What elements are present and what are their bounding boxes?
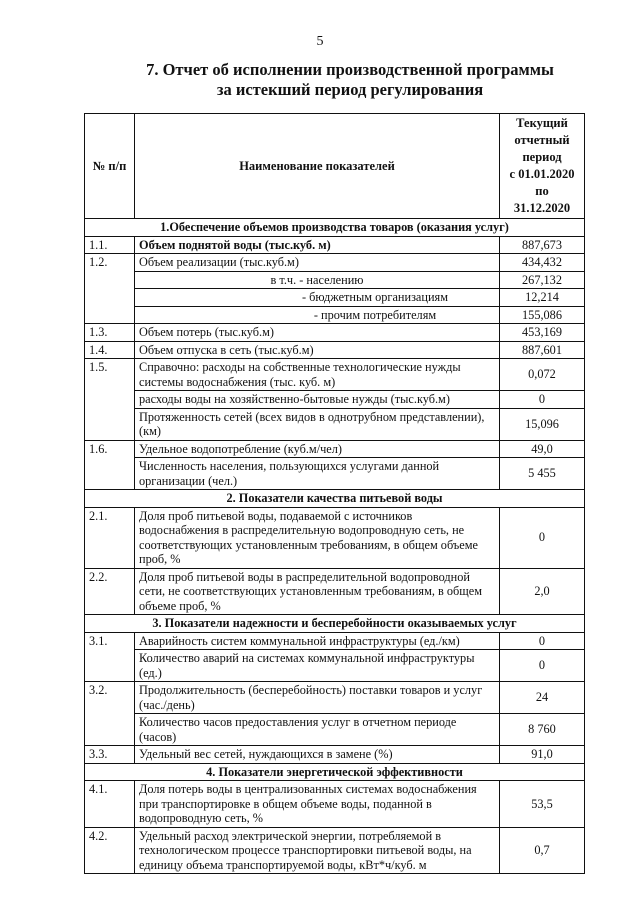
table-row xyxy=(85,271,585,289)
title-line-2: за истекший период регулирования xyxy=(216,80,484,99)
section-row xyxy=(85,615,585,633)
row-num: 2.1. xyxy=(85,507,135,568)
row-name: расходы воды на хозяйственно-бытовые нужды (тыс.куб.м) xyxy=(135,391,500,409)
row-value: 5 455 xyxy=(500,458,585,490)
row-value: 155,086 xyxy=(500,306,585,324)
row-value: 0 xyxy=(500,632,585,650)
row-value: 91,0 xyxy=(500,746,585,764)
header-period-l3: с 01.01.2020 по xyxy=(509,167,575,198)
row-value: 8 760 xyxy=(500,714,585,746)
row-num: 3.3. xyxy=(85,746,135,764)
section-row xyxy=(85,490,585,508)
page-title xyxy=(80,60,620,100)
row-value: 434,432 xyxy=(500,254,585,272)
header-period-l4: 31.12.2020 xyxy=(513,201,571,215)
row-name: - прочим потребителям xyxy=(135,306,500,324)
row-name: Удельный вес сетей, нуждающихся в замене (%) xyxy=(135,746,500,764)
row-value: 2,0 xyxy=(500,568,585,615)
table-row xyxy=(85,391,585,409)
table-row xyxy=(85,440,585,458)
header-num: № п/п xyxy=(85,114,135,219)
table-row xyxy=(85,306,585,324)
table-row xyxy=(85,650,585,682)
table-row xyxy=(85,507,585,568)
row-name: Аварийность систем коммунальной инфраструктуры (ед./км) xyxy=(135,632,500,650)
table-row xyxy=(85,341,585,359)
row-num: 1.5. xyxy=(85,359,135,441)
table-row xyxy=(85,781,585,828)
row-num: 4.1. xyxy=(85,781,135,828)
section-title: 3. Показатели надежности и бесперебойности оказываемых услуг xyxy=(85,615,585,633)
row-name: Объем потерь (тыс.куб.м) xyxy=(135,324,500,342)
section-title: 2. Показатели качества питьевой воды xyxy=(85,490,585,508)
row-value: 49,0 xyxy=(500,440,585,458)
table-row xyxy=(85,568,585,615)
row-value: 267,132 xyxy=(500,271,585,289)
row-value: 0 xyxy=(500,507,585,568)
report-table xyxy=(84,113,585,874)
row-name: Продолжительность (бесперебойность) поставки товаров и услуг (час./день) xyxy=(135,682,500,714)
row-num: 3.2. xyxy=(85,682,135,746)
table-row xyxy=(85,714,585,746)
table-row xyxy=(85,458,585,490)
table-row xyxy=(85,359,585,391)
row-name: Количество аварий на системах коммунальной инфраструктуры (ед.) xyxy=(135,650,500,682)
row-value: 15,096 xyxy=(500,408,585,440)
table-row xyxy=(85,408,585,440)
row-value: 887,673 xyxy=(500,236,585,254)
row-num: 4.2. xyxy=(85,827,135,874)
row-num: 1.6. xyxy=(85,440,135,490)
row-num: 1.4. xyxy=(85,341,135,359)
row-value: 453,169 xyxy=(500,324,585,342)
row-name: Доля потерь воды в централизованных системах водоснабжения при транспортировке в общем объеме воды, поданной в водопроводную сеть, % xyxy=(135,781,500,828)
header-name: Наименование показателей xyxy=(135,114,500,219)
row-value: 0 xyxy=(500,391,585,409)
row-value: 0,7 xyxy=(500,827,585,874)
row-value: 0,072 xyxy=(500,359,585,391)
row-value: 0 xyxy=(500,650,585,682)
row-value: 24 xyxy=(500,682,585,714)
row-name: Объем поднятой воды (тыс.куб. м) xyxy=(135,236,500,254)
row-value: 12,214 xyxy=(500,289,585,307)
row-num: 3.1. xyxy=(85,632,135,682)
row-name: Справочно: расходы на собственные технологические нужды системы водоснабжения (тыс. куб. м) xyxy=(135,359,500,391)
row-name: Объем отпуска в сеть (тыс.куб.м) xyxy=(135,341,500,359)
row-name: в т.ч. - населению xyxy=(135,271,500,289)
row-num: 2.2. xyxy=(85,568,135,615)
row-num: 1.3. xyxy=(85,324,135,342)
row-name: Количество часов предоставления услуг в отчетном периоде (часов) xyxy=(135,714,500,746)
table-row xyxy=(85,827,585,874)
row-num: 1.1. xyxy=(85,236,135,254)
table-row xyxy=(85,289,585,307)
row-name: Протяженность сетей (всех видов в однотрубном представлении), (км) xyxy=(135,408,500,440)
table-row xyxy=(85,746,585,764)
row-name: Объем реализации (тыс.куб.м) xyxy=(135,254,500,272)
section-row xyxy=(85,763,585,781)
row-num: 1.2. xyxy=(85,254,135,324)
section-title: 1.Обеспечение объемов производства товаров (оказания услуг) xyxy=(85,219,585,237)
table-row xyxy=(85,632,585,650)
section-row xyxy=(85,219,585,237)
section-title: 4. Показатели энергетической эффективности xyxy=(85,763,585,781)
row-value: 887,601 xyxy=(500,341,585,359)
table-header-row xyxy=(85,114,585,219)
row-name: Удельное водопотребление (куб.м/чел) xyxy=(135,440,500,458)
title-line-1: 7. Отчет об исполнении производственной программы xyxy=(146,60,554,79)
table-row xyxy=(85,324,585,342)
header-period xyxy=(500,114,585,219)
row-name: Доля проб питьевой воды, подаваемой с источников водоснабжения в распределительную водопроводную сеть, не соответствующих установленным требованиям, в общем объеме проб, % xyxy=(135,507,500,568)
page-number: 5 xyxy=(316,34,324,49)
row-name: - бюджетным организациям xyxy=(135,289,500,307)
table-row xyxy=(85,682,585,714)
row-name: Удельный расход электрической энергии, потребляемой в технологическом процессе транспортировки питьевой воды, на единицу объема транспортируемой воды, кВт*ч/куб. м xyxy=(135,827,500,874)
table-row xyxy=(85,236,585,254)
header-period-l1: Текущий xyxy=(516,116,568,130)
row-name: Доля проб питьевой воды в распределительной водопроводной сети, не соответствующих установленным требованиям, в общем объеме проб, % xyxy=(135,568,500,615)
header-period-l2: отчетный период xyxy=(514,133,570,164)
table-row xyxy=(85,254,585,272)
row-value: 53,5 xyxy=(500,781,585,828)
row-name: Численность населения, пользующихся услугами данной организации (чел.) xyxy=(135,458,500,490)
